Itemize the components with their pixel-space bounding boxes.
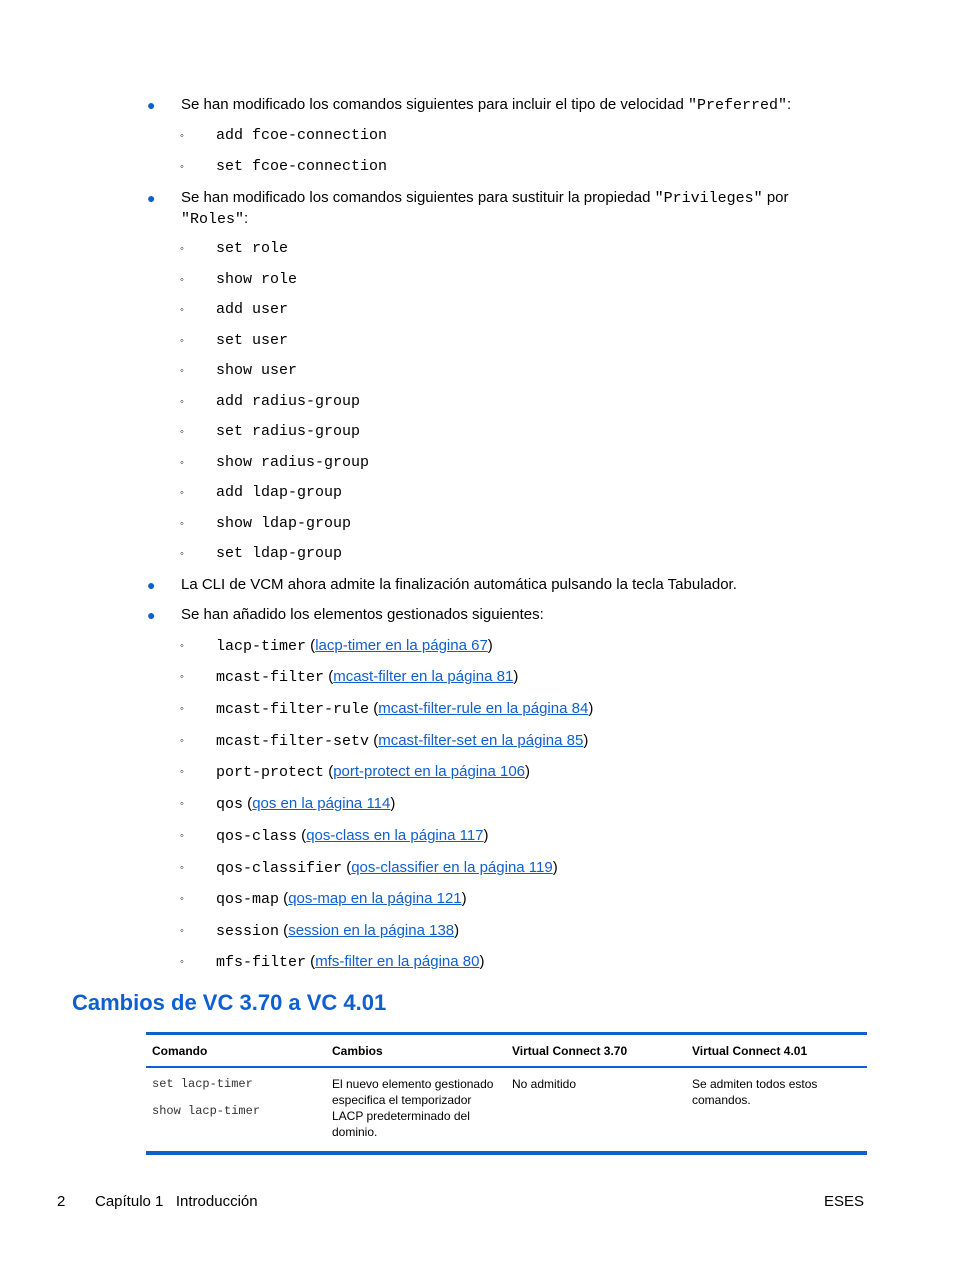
sub-bullet-icon: ◦ (180, 925, 184, 937)
page-link[interactable]: lacp-timer en la página 67 (315, 637, 488, 654)
managed-element-item: lacp-timer (lacp-timer en la página 67) (216, 637, 493, 655)
command-item: add ldap-group (216, 484, 343, 501)
sub-bullet-icon: ◦ (180, 862, 184, 874)
sub-bullet-icon: ◦ (180, 365, 184, 377)
column-header: Virtual Connect 3.70 (512, 1044, 628, 1058)
command-item: show role (216, 271, 298, 288)
command-item: add user (216, 301, 289, 318)
sub-bullet-icon: ◦ (180, 893, 184, 905)
command-item: add fcoe-connection (216, 127, 388, 144)
command-cell (146, 1067, 326, 1153)
changes-cell: El nuevo elemento gestionado especifica el temporizador LACP predeterminado del dominio. (332, 1077, 494, 1139)
sub-bullet-icon: ◦ (180, 640, 184, 652)
sub-bullet-icon: ◦ (180, 243, 184, 255)
sub-bullet-icon: ◦ (180, 956, 184, 968)
command-item: show ldap-group (216, 515, 352, 532)
page-link[interactable]: qos-class en la página 117 (306, 827, 484, 844)
page-link[interactable]: qos en la página 114 (252, 795, 391, 812)
sub-bullet-icon: ◦ (180, 396, 184, 408)
command-text: show lacp-timer (152, 1104, 261, 1118)
page-link[interactable]: mcast-filter-set en la página 85 (378, 732, 584, 749)
bullet-icon: ● (147, 190, 156, 206)
managed-element-item: qos-map (qos-map en la página 121) (216, 890, 467, 908)
page-number: 2 (57, 1193, 66, 1210)
sub-bullet-icon: ◦ (180, 130, 184, 142)
command-item: set fcoe-connection (216, 158, 388, 175)
bullet-icon: ● (147, 97, 156, 113)
sub-bullet-icon: ◦ (180, 548, 184, 560)
bullet-icon: ● (147, 607, 156, 623)
sub-bullet-icon: ◦ (180, 735, 184, 747)
managed-element-item: qos-class (qos-class en la página 117) (216, 827, 489, 845)
sub-bullet-icon: ◦ (180, 518, 184, 530)
bullet-icon: ● (147, 577, 156, 593)
page-link[interactable]: qos-map en la página 121 (288, 890, 462, 907)
sub-bullet-icon: ◦ (180, 426, 184, 438)
bullet-text-continued: "Roles": (181, 210, 249, 228)
page-link[interactable]: port-protect en la página 106 (333, 763, 526, 780)
managed-element-item: mcast-filter-rule (mcast-filter-rule en la página 84) (216, 700, 594, 718)
sub-bullet-icon: ◦ (180, 671, 184, 683)
column-header: Cambios (332, 1044, 383, 1058)
managed-element-item: mcast-filter (mcast-filter en la página 81) (216, 668, 519, 686)
page-link[interactable]: mcast-filter en la página 81 (333, 668, 514, 685)
vc370-cell: No admitido (512, 1077, 577, 1091)
sub-bullet-icon: ◦ (180, 487, 184, 499)
command-item: show user (216, 362, 298, 379)
chapter-label: Capítulo 1 Introducción (95, 1193, 258, 1210)
command-item: set user (216, 332, 289, 349)
managed-element-item: qos-classifier (qos-classifier en la página 119) (216, 859, 558, 877)
page-link[interactable]: mfs-filter en la página 80 (315, 953, 480, 970)
section-title: Cambios de VC 3.70 a VC 4.01 (72, 990, 387, 1015)
bullet-text: Se han modificado los comandos siguientes para incluir el tipo de velocidad "Preferred": (181, 96, 792, 114)
page-link[interactable]: qos-classifier en la página 119 (351, 859, 553, 876)
managed-element-item: mfs-filter (mfs-filter en la página 80) (216, 953, 485, 971)
column-header: Virtual Connect 4.01 (692, 1044, 808, 1058)
sub-bullet-icon: ◦ (180, 703, 184, 715)
command-item: set ldap-group (216, 545, 343, 562)
managed-element-item: qos (qos en la página 114) (216, 795, 396, 813)
bullet-text: La CLI de VCM ahora admite la finalización automática pulsando la tecla Tabulador. (181, 576, 737, 593)
command-item: show radius-group (216, 454, 370, 471)
managed-element-item: mcast-filter-setv (mcast-filter-set en la página 85) (216, 732, 589, 750)
page-link[interactable]: mcast-filter-rule en la página 84 (378, 700, 589, 717)
sub-bullet-icon: ◦ (180, 335, 184, 347)
command-item: set radius-group (216, 423, 361, 440)
table-header-row (146, 1034, 867, 1068)
bullet-text: Se han añadido los elementos gestionados siguientes: (181, 606, 544, 623)
sub-bullet-icon: ◦ (180, 304, 184, 316)
command-text: set lacp-timer (152, 1077, 253, 1091)
page-link[interactable]: session en la página 138 (288, 922, 455, 939)
bullet-text: Se han modificado los comandos siguientes para sustituir la propiedad "Privileges" por (181, 189, 789, 207)
managed-element-item: session (session en la página 138) (216, 922, 460, 940)
command-item: set role (216, 240, 289, 257)
sub-bullet-icon: ◦ (180, 830, 184, 842)
managed-element-item: port-protect (port-protect en la página 106) (216, 763, 531, 781)
changes-table (146, 1032, 867, 1155)
sub-bullet-icon: ◦ (180, 798, 184, 810)
column-header: Comando (152, 1044, 208, 1058)
command-item: add radius-group (216, 393, 361, 410)
sub-bullet-icon: ◦ (180, 457, 184, 469)
sub-bullet-icon: ◦ (180, 766, 184, 778)
sub-bullet-icon: ◦ (180, 274, 184, 286)
table-row (146, 1067, 867, 1153)
vc401-cell: Se admiten todos estos comandos. (692, 1077, 818, 1107)
footer-locale: ESES (824, 1193, 865, 1210)
sub-bullet-icon: ◦ (180, 161, 184, 173)
